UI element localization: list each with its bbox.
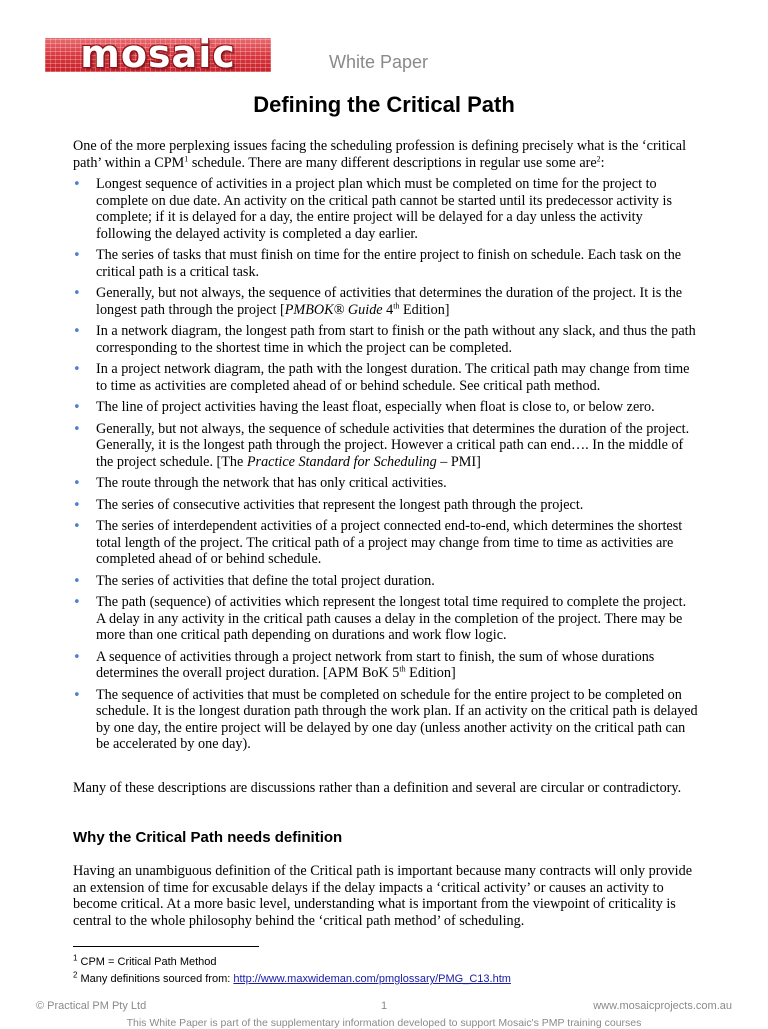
intro-paragraph: One of the more perplexing issues facing the scheduling profession is defining precisely what is the ‘critical path’ within a CPM$^1$ schedule. There are many different descriptions in regular use some are$^2$: (73, 138, 687, 171)
page-title: Defining the Critical Path (253, 92, 515, 117)
glossary-link[interactable]: http://www.maxwideman.com/pmglossary/PMG_C13.htm (233, 973, 511, 985)
bullet-icon: • (73, 687, 81, 703)
bullet-icon: • (73, 497, 81, 513)
list-item: • The series of tasks that must finish on time for the entire project to finish on schedule. Each task on the critical path is a critical task. (73, 247, 682, 280)
footnote-1: $^1$ CPM = Critical Path Method (73, 953, 217, 968)
bullet-icon: • (73, 595, 81, 610)
copyright-text: © Practical PM Pty Ltd (36, 1000, 147, 1012)
bullet-icon: • (73, 476, 81, 491)
list-item: • The route through the network that has only critical activities. (73, 475, 447, 491)
page-number: 1 (381, 1000, 388, 1012)
footnotes (73, 954, 698, 988)
footnote-2: $^2$ Many definitions sourced from: http://www.maxwideman.com/pmglossary/PMG_C13.htm (73, 970, 511, 985)
footer-note: This White Paper is part of the supplementary information developed to support Mosaic's PMP training courses (126, 1017, 642, 1029)
doc-type-label: White Paper (329, 52, 429, 72)
list-item: • A sequence of activities through a project network from start to finish, the sum of whose durations determines the overall project duration. [APM BoK 5th Edition] (73, 648, 655, 681)
bullet-icon: • (73, 286, 81, 301)
mosaic-logo (45, 38, 271, 72)
list-item: • The sequence of activities that must be completed on schedule for the entire project to be completed on schedule. It is the longest duration path through the work plan. If an activity on the critical path is delayed by one day, the entire project will be delayed by one day (unless another activity on the critical path can be accelerated by one day). (73, 686, 698, 752)
footnote-divider (73, 946, 259, 947)
bullet-icon: • (73, 573, 81, 589)
list-item: • In a project network diagram, the path with the longest duration. The critical path may change from time to time as activities are completed ahead of or behind schedule. See critical path method. (73, 361, 690, 394)
bullet-icon: • (73, 248, 81, 263)
list-item: • Generally, but not always, the sequence of schedule activities that determines the duration of the project. Generally, it is the longest path through the project. However a critical path can end…. In the middle of the project schedule. [The Practice Standard for Scheduling – PMI] (73, 420, 690, 470)
bullet-icon: • (73, 519, 81, 534)
footnote-ref-2[interactable]: 2 (596, 153, 601, 163)
list-item: • Generally, but not always, the sequence of activities that determines the duration of the project. It is the longest path through the project [PMBOK® Guide 4th Edition] (73, 285, 683, 318)
section-paragraph: Having an unambiguous definition of the Critical path is important because many contracts will only provide an extension of time for excusable delays if the delay impacts a ‘critical activity’ or causes an activity to become critical. At a more basic level, understanding what is important from the viewpoint of criticality is central to the whole philosophy behind the ‘critical path method’ of scheduling. (73, 863, 692, 929)
closing-paragraph: Many of these descriptions are discussions rather than a definition and several are circular or contradictory. (73, 780, 682, 796)
list-item: • The series of consecutive activities that represent the longest path through the project. (73, 496, 584, 513)
bullet-icon: • (73, 400, 81, 415)
list-item: • The path (sequence) of activities which represent the longest total time required to complete the project. A delay in any activity in the critical path causes a delay in the completion of the project. There may be more than one critical path depending on durations and work flow logic. (73, 594, 687, 643)
list-item: • The series of activities that define the total project duration. (73, 572, 435, 589)
list-item: • Longest sequence of activities in a project plan which must be completed on time for the project to complete on due date. An activity on the critical path cannot be started until its predecessor activity is complete; if it is delayed for a day, the entire project will be delayed for a day unless the activity following the delayed activity is completed a day earlier. (73, 176, 672, 242)
list-item: • The series of interdependent activities of a project connected end-to-end, which determines the shortest total length of the project. The critical path of a project may change from time to time as activities are completed ahead of or behind schedule. (73, 518, 683, 567)
website-text: www.mosaicprojects.com.au (593, 1000, 732, 1012)
page-footer (36, 1000, 732, 1014)
bullet-icon: • (73, 421, 81, 437)
list-item: • The line of project activities having the least float, especially when float is close to, or below zero. (73, 399, 655, 415)
list-item: • In a network diagram, the longest path from start to finish or the path without any slack, and thus the path corresponding to the shortest time in which the project can be completed. (73, 323, 696, 356)
section-heading: Why the Critical Path needs definition (73, 829, 343, 846)
bullet-icon: • (73, 362, 81, 377)
bullet-icon: • (73, 649, 81, 665)
definitions-list (73, 176, 698, 758)
bullet-icon: • (73, 177, 81, 192)
logo-text: mosaic (80, 38, 236, 72)
bullet-icon: • (73, 324, 81, 339)
footnote-ref-1[interactable]: 1 (184, 153, 189, 163)
